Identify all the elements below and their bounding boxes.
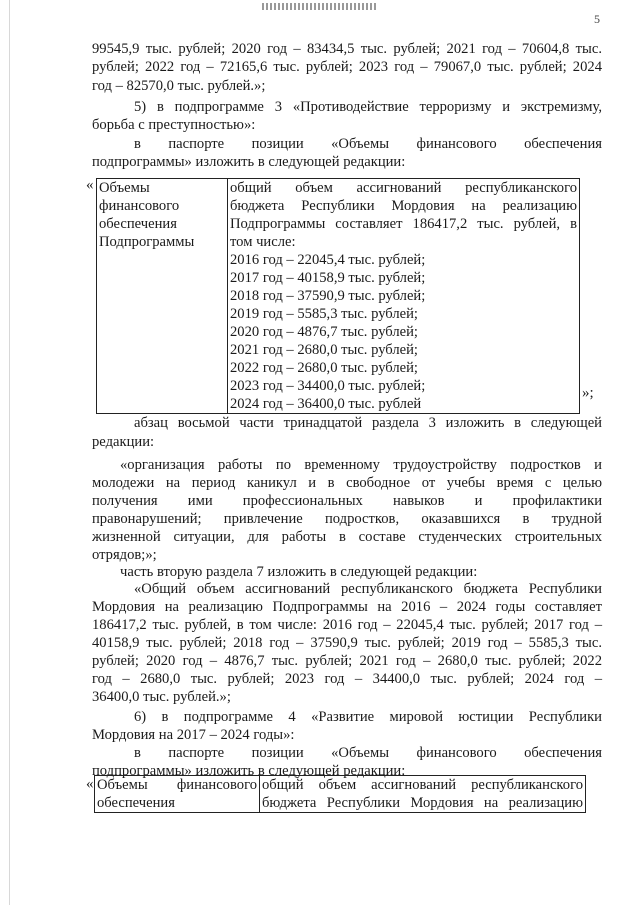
table1-value-line: 2020 год – 4876,7 тыс. рублей;	[230, 324, 418, 340]
table1-open-quote: «	[86, 177, 94, 193]
table1-value-cell	[228, 179, 580, 414]
abzac-line-2: редакции:	[92, 434, 155, 450]
table1-value-line: 2021 год – 2680,0 тыс. рублей;	[230, 342, 418, 358]
scan-edge-line	[9, 0, 10, 905]
table2-label-line: обеспечения	[97, 795, 175, 811]
table1-value-line: Подпрограммы составляет 186417,2 тыс. рублей, в	[230, 216, 577, 232]
table2-value-cell	[260, 776, 586, 813]
quote1-line-2: молодежи на период каникул и в свободное от учебы время с целью	[92, 475, 602, 491]
table2-row	[95, 776, 586, 813]
passport2-line-1: в паспорте позиции «Объемы финансового обеспечения	[134, 745, 602, 761]
table2-open-quote: «	[86, 776, 94, 792]
table2-value-line: общий объем ассигнований республиканского	[262, 777, 583, 793]
table1-row	[97, 179, 580, 414]
table1-label-line: Подпрограммы	[99, 234, 195, 250]
table1-value-line: 2018 год – 37590,9 тыс. рублей;	[230, 288, 426, 304]
table1-label-line: Объемы	[99, 180, 150, 196]
table1-label-cell	[97, 179, 228, 414]
quote2-line-1: «Общий объем ассигнований республиканского бюджета Республики	[134, 581, 602, 597]
passport1-line-2: подпрограммы» изложить в следующей редакции:	[92, 154, 406, 170]
passport1-line-1: в паспорте позиции «Объемы финансового обеспечения	[134, 136, 602, 152]
quote1-line-6: отрядов;»;	[92, 547, 157, 563]
table1-value-line: 2023 год – 34400,0 тыс. рублей;	[230, 378, 426, 394]
table1-value-line: 2017 год – 40158,9 тыс. рублей;	[230, 270, 426, 286]
part2-line: часть вторую раздела 7 изложить в следующей редакции:	[120, 564, 478, 580]
table1-label-line: финансового	[99, 198, 180, 214]
table2-financing-volume	[94, 775, 586, 813]
table1-value-line: том числе:	[230, 234, 296, 250]
quote1-line-4: правонарушений; привлечение подростков, оказавшихся в трудной	[92, 511, 602, 527]
quote2-line-7: 36400,0 тыс. рублей.»;	[92, 689, 231, 705]
table1-value-line: 2019 год – 5585,3 тыс. рублей;	[230, 306, 418, 322]
item6-line-2: Мордовия на 2017 – 2024 годы»:	[92, 727, 295, 743]
quote1-line-5: жизненной ситуации, для работы в составе студенческих строительных	[92, 529, 602, 545]
item5-line-2: борьба с преступностью»:	[92, 117, 256, 133]
table2-label-cell	[95, 776, 260, 813]
table1-label-line: обеспечения	[99, 216, 177, 232]
table2-label-line: Объемы финансового	[97, 777, 257, 793]
table1-value-line: 2022 год – 2680,0 тыс. рублей;	[230, 360, 418, 376]
quote2-line-4: 40158,9 тыс. рублей; 2018 год – 37590,9 тыс. рублей; 2019 год – 5585,3 тыс.	[92, 635, 602, 651]
table1-value-line: бюджета Республики Мордовия на реализацию	[230, 198, 577, 214]
table1-value-line: 2024 год – 36400,0 тыс. рублей	[230, 396, 422, 412]
top-paragraph-line-2: рублей; 2022 год – 72165,6 тыс. рублей; 2023 год – 79067,0 тыс. рублей; 2024	[92, 59, 602, 75]
table1-financing-volume	[96, 178, 580, 414]
quote1-line-1: «организация работы по временному трудоустройству подростков и	[120, 457, 602, 473]
top-paragraph-line-3: год – 82570,0 тыс. рублей.»;	[92, 78, 266, 94]
passport2-line-2: подпрограммы» изложить в следующей редакции:	[92, 763, 406, 779]
quote2-line-3: 186417,2 тыс. рублей, в том числе: 2016 год – 22045,4 тыс. рублей; 2017 год –	[92, 617, 602, 633]
item6-line-1: 6) в подпрограмме 4 «Развитие мировой юстиции Республики	[134, 709, 602, 725]
top-paragraph-line-1: 99545,9 тыс. рублей; 2020 год – 83434,5 тыс. рублей; 2021 год – 70604,8 тыс.	[92, 41, 602, 57]
item5-line-1: 5) в подпрограмме 3 «Противодействие терроризму и экстремизму,	[134, 99, 602, 115]
scan-stamp-mark	[262, 3, 378, 10]
table1-value-line: 2016 год – 22045,4 тыс. рублей;	[230, 252, 426, 268]
table2-value-line: бюджета Республики Мордовия на реализацию	[262, 795, 583, 811]
table1-value-line: общий объем ассигнований республиканского	[230, 180, 577, 196]
quote1-line-3: получения ими профессиональных навыков и профилактики	[92, 493, 602, 509]
table1-close-quote: »;	[582, 385, 594, 401]
quote2-line-6: год – 2680,0 тыс. рублей; 2023 год – 34400,0 тыс. рублей; 2024 год –	[92, 671, 602, 687]
quote2-line-2: Мордовия на реализацию Подпрограммы на 2016 – 2024 годы составляет	[92, 599, 602, 615]
page-number: 5	[594, 12, 600, 26]
quote2-line-5: рублей; 2020 год – 4876,7 тыс. рублей; 2021 год – 2680,0 тыс. рублей; 2022	[92, 653, 602, 669]
abzac-line-1: абзац восьмой части тринадцатой раздела 3 изложить в следующей	[134, 415, 602, 431]
